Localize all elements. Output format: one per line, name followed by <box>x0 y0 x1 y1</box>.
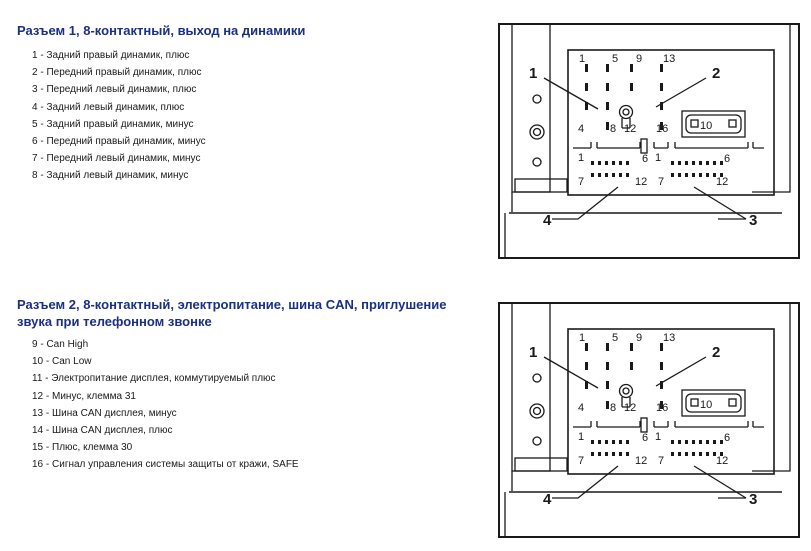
block-b-contact <box>706 452 709 456</box>
pin-contact-3 <box>585 381 588 389</box>
divider-line <box>573 142 764 148</box>
pin-item <box>32 99 206 116</box>
pin-item <box>32 81 206 98</box>
block-b-contact <box>692 440 695 444</box>
slot-label-10: 10 <box>700 120 713 132</box>
block-b-contact <box>699 161 702 165</box>
pin-item <box>32 116 206 133</box>
block-b-contact <box>706 173 709 177</box>
pin-label-5: 5 <box>612 332 619 344</box>
connector1-pin-list <box>32 47 206 185</box>
pin-number: 3 <box>32 84 38 96</box>
callout-3: 3 <box>749 212 758 229</box>
pin-separator: - <box>43 356 53 368</box>
pin-separator: - <box>42 373 52 385</box>
block-b-contact <box>671 440 674 444</box>
block-b-contact <box>706 440 709 444</box>
left-bracket <box>512 24 550 192</box>
block-b-label-1: 1 <box>655 152 662 164</box>
pin-item <box>32 133 206 150</box>
pin-label-9: 9 <box>636 53 643 65</box>
pin-separator: - <box>37 170 47 182</box>
block-a-label-12: 12 <box>635 176 648 188</box>
callout-4: 4 <box>543 212 552 229</box>
pin-description: Can High <box>46 339 89 350</box>
callout-line-3 <box>694 466 746 498</box>
block-a-contact <box>598 173 601 177</box>
pin-description: Плюс, клемма 30 <box>52 442 133 454</box>
block-b-contact <box>692 173 695 177</box>
pin-description: Передний правый динамик, плюс <box>46 67 202 79</box>
pin-separator: - <box>43 390 53 402</box>
mount-hole-mid <box>530 125 544 139</box>
pin-item <box>32 439 299 456</box>
pin-separator: - <box>37 135 47 147</box>
block-a-contact <box>619 173 622 177</box>
block-b-label-7: 7 <box>658 455 665 467</box>
slot-10-right-contact <box>729 399 736 406</box>
block-a-contact <box>605 173 608 177</box>
block-b-contact <box>699 440 702 444</box>
block-b-contact <box>720 161 723 165</box>
block-a-label-7: 7 <box>578 176 585 188</box>
callout-line-2 <box>656 357 706 386</box>
pin-description: Задний левый динамик, плюс <box>46 101 185 113</box>
block-a-contact <box>626 161 629 165</box>
callout-line-2 <box>656 78 706 107</box>
pin-number: 6 <box>32 135 38 147</box>
block-b-label-7: 7 <box>658 176 665 188</box>
block-a-label-6: 6 <box>642 432 649 444</box>
center-pin-ring <box>620 106 633 119</box>
block-b-contact <box>678 440 681 444</box>
block-b-contact <box>706 161 709 165</box>
pin-separator: - <box>43 424 53 436</box>
mount-hole-mid-inner <box>534 129 541 136</box>
block-a-contact <box>626 452 629 456</box>
block-b-contact <box>685 161 688 165</box>
pin-contact-3 <box>585 102 588 110</box>
slot-10-left-contact <box>691 399 698 406</box>
block-a-contact <box>612 452 615 456</box>
pin-description: Шина CAN дисплея, плюс <box>52 424 173 436</box>
pin-number: 9 <box>32 339 38 350</box>
pin-label-5: 5 <box>612 53 619 65</box>
connector-drawing <box>490 16 802 266</box>
pin-separator: - <box>37 101 47 113</box>
block-b-contact <box>671 452 674 456</box>
pin-contact-5 <box>606 64 609 72</box>
connector-drawing <box>490 295 802 545</box>
block-b-contact <box>678 452 681 456</box>
connector2-pin-list <box>32 336 299 474</box>
pin-item <box>32 336 299 353</box>
pin-contact-9 <box>630 343 633 351</box>
slot-label-10: 10 <box>700 399 713 411</box>
pin-label-13: 13 <box>663 53 676 65</box>
pin-item <box>32 456 299 473</box>
block-b-contact <box>699 173 702 177</box>
base-tab <box>515 458 567 471</box>
pin-description: Задний правый динамик, минус <box>46 118 194 130</box>
pin-description: Передний левый динамик, минус <box>46 153 201 165</box>
block-a-contact <box>612 173 615 177</box>
pin-label-1: 1 <box>579 53 586 65</box>
block-b-contact <box>699 452 702 456</box>
pin-separator: - <box>37 50 47 61</box>
mount-hole-bottom <box>533 158 541 166</box>
pin-label-16: 16 <box>656 402 669 414</box>
pin-label-12: 12 <box>624 123 637 135</box>
block-a-contact <box>605 161 608 165</box>
pin-number: 12 <box>32 390 44 402</box>
pin-number: 8 <box>32 170 38 182</box>
pin-description: Минус, клемма 31 <box>52 390 136 402</box>
pin-number: 10 <box>32 356 44 368</box>
slot-10-left-contact <box>691 120 698 127</box>
callout-3: 3 <box>749 491 758 508</box>
block-b-label-1: 1 <box>655 431 662 443</box>
block-b-label-6: 6 <box>724 153 731 165</box>
pin-contact-2 <box>585 83 588 91</box>
slot-10-right-contact <box>729 120 736 127</box>
callout-line-1 <box>544 78 598 109</box>
connector2-diagram <box>490 295 802 545</box>
pin-contact-14 <box>660 83 663 91</box>
callout-1: 1 <box>529 344 538 361</box>
pin-separator: - <box>43 442 53 454</box>
pin-number: 2 <box>32 67 38 79</box>
mount-hole-bottom <box>533 437 541 445</box>
pin-contact-8 <box>606 401 609 409</box>
block-a-contact <box>605 440 608 444</box>
divider-line <box>573 421 764 427</box>
pin-number: 1 <box>32 50 38 61</box>
block-b-contact <box>685 173 688 177</box>
pin-number: 14 <box>32 424 44 436</box>
pin-contact-6 <box>606 362 609 370</box>
pin-separator: - <box>37 339 47 350</box>
block-a-contact <box>591 161 594 165</box>
mount-hole-mid-inner <box>534 408 541 415</box>
callout-line-1 <box>544 357 598 388</box>
block-b-contact <box>713 440 716 444</box>
block-b-contact <box>692 452 695 456</box>
pin-contact-6 <box>606 83 609 91</box>
pin-item <box>32 405 299 422</box>
pin-contact-9 <box>630 64 633 72</box>
pin-contact-14 <box>660 362 663 370</box>
block-b-contact <box>678 173 681 177</box>
connector1-title: Разъем 1, 8-контактный, выход на динамики <box>17 23 306 38</box>
pin-label-9: 9 <box>636 332 643 344</box>
pin-number: 16 <box>32 459 44 471</box>
pin-separator: - <box>37 118 47 130</box>
pin-contact-7 <box>606 102 609 110</box>
block-a-label-1: 1 <box>578 431 585 443</box>
block-a-contact <box>591 440 594 444</box>
slot-10-inner <box>686 115 741 133</box>
pin-contact-13 <box>660 64 663 72</box>
connector2-title: Разъем 2, 8-контактный, электропитание, шина CAN, приглушение звука при телефонном звонке <box>17 297 447 329</box>
callout-2: 2 <box>712 65 721 82</box>
pin-contact-1 <box>585 343 588 351</box>
pin-description: Шина CAN дисплея, минус <box>52 407 177 419</box>
mount-hole-top <box>533 374 541 382</box>
pin-separator: - <box>37 153 47 165</box>
center-pin-ring <box>620 385 633 398</box>
block-a-contact <box>598 440 601 444</box>
block-b-contact <box>685 452 688 456</box>
pin-separator: - <box>37 67 47 79</box>
block-a-contact <box>598 161 601 165</box>
block-a-contact <box>605 452 608 456</box>
latch <box>641 139 647 153</box>
pin-contact-13 <box>660 343 663 351</box>
pin-item <box>32 422 299 439</box>
pin-label-1: 1 <box>579 332 586 344</box>
center-pin <box>623 109 629 115</box>
block-b-contact <box>678 161 681 165</box>
pin-description: Передний правый динамик, минус <box>46 135 206 147</box>
pin-item <box>32 47 206 64</box>
block-a-label-7: 7 <box>578 455 585 467</box>
block-a-contact <box>612 161 615 165</box>
pin-contact-1 <box>585 64 588 72</box>
pin-number: 11 <box>32 373 43 385</box>
pin-item <box>32 167 206 184</box>
callout-4: 4 <box>543 491 552 508</box>
pin-contact-5 <box>606 343 609 351</box>
pin-description: Can Low <box>52 356 92 368</box>
pin-contact-15 <box>660 381 663 389</box>
slot-10-inner <box>686 394 741 412</box>
block-a-contact <box>626 440 629 444</box>
block-a-contact <box>626 173 629 177</box>
latch <box>641 418 647 432</box>
pin-label-12: 12 <box>624 402 637 414</box>
pin-contact-8 <box>606 122 609 130</box>
pin-label-4: 4 <box>578 402 585 414</box>
pin-label-4: 4 <box>578 123 585 135</box>
pin-label-8: 8 <box>610 402 617 414</box>
block-a-label-6: 6 <box>642 153 649 165</box>
callout-1: 1 <box>529 65 538 82</box>
pin-item <box>32 370 299 387</box>
block-a-label-12: 12 <box>635 455 648 467</box>
pin-label-16: 16 <box>656 123 669 135</box>
connector1-diagram <box>490 16 802 266</box>
pin-description: Передний левый динамик, плюс <box>46 84 197 96</box>
pin-contact-2 <box>585 362 588 370</box>
pin-item <box>32 353 299 370</box>
mount-hole-top <box>533 95 541 103</box>
pin-contact-10 <box>630 83 633 91</box>
block-a-contact <box>612 440 615 444</box>
block-b-contact <box>671 173 674 177</box>
pin-description: Задний правый динамик, плюс <box>46 50 190 61</box>
pin-number: 15 <box>32 442 44 454</box>
pin-label-8: 8 <box>610 123 617 135</box>
base-tab <box>515 179 567 192</box>
block-b-label-12: 12 <box>716 176 729 188</box>
block-b-contact <box>685 440 688 444</box>
block-b-contact <box>692 161 695 165</box>
pin-item <box>32 388 299 405</box>
block-a-contact <box>591 452 594 456</box>
pin-description: Сигнал управления системы защиты от кражи, SAFE <box>52 459 299 471</box>
center-pin <box>623 388 629 394</box>
pin-number: 5 <box>32 118 38 130</box>
block-a-contact <box>591 173 594 177</box>
block-a-label-1: 1 <box>578 152 585 164</box>
pin-separator: - <box>37 84 47 96</box>
pin-number: 13 <box>32 407 44 419</box>
pin-label-13: 13 <box>663 332 676 344</box>
block-b-contact <box>720 440 723 444</box>
pin-contact-10 <box>630 362 633 370</box>
pin-separator: - <box>43 459 53 471</box>
block-b-contact <box>713 161 716 165</box>
pin-description: Задний левый динамик, минус <box>46 170 189 182</box>
block-b-label-12: 12 <box>716 455 729 467</box>
block-a-contact <box>598 452 601 456</box>
callout-2: 2 <box>712 344 721 361</box>
pin-description: Электропитание дисплея, коммутируемый плюс <box>51 373 276 385</box>
callout-line-3 <box>694 187 746 219</box>
pin-separator: - <box>43 407 53 419</box>
pin-number: 4 <box>32 101 38 113</box>
pin-item <box>32 150 206 167</box>
block-b-contact <box>671 161 674 165</box>
pin-number: 7 <box>32 153 38 165</box>
block-a-contact <box>619 161 622 165</box>
pin-contact-15 <box>660 102 663 110</box>
left-bracket <box>512 303 550 471</box>
mount-hole-mid <box>530 404 544 418</box>
block-a-contact <box>619 440 622 444</box>
block-b-label-6: 6 <box>724 432 731 444</box>
block-a-contact <box>619 452 622 456</box>
pin-contact-7 <box>606 381 609 389</box>
pin-item <box>32 64 206 81</box>
